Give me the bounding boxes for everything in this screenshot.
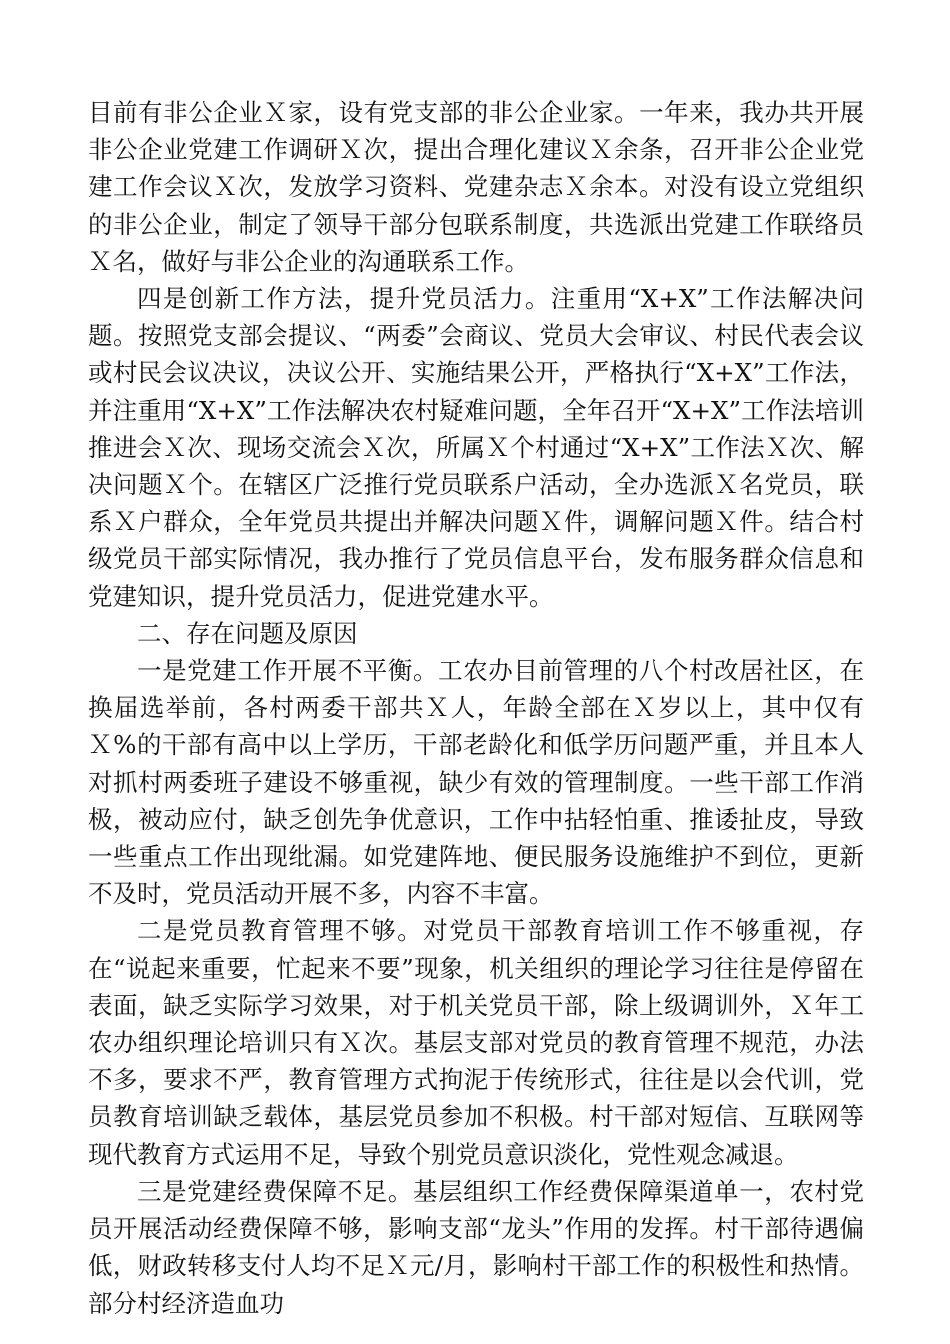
paragraph-5: 三是党建经费保障不足。基层组织工作经费保障渠道单一，农村党员开展活动经费保障不够，影响支部“龙头”作用的发挥。村干部待遇偏低，财政转移支付人均不足Ｘ元/月，影响村干部工作的积极性和热情。部分村经济造血功: [88, 1176, 864, 1318]
section-heading: 二、存在问题及原因: [137, 618, 358, 648]
paragraph-2: 四是创新工作方法，提升党员活力。注重用“X+X”工作法解决问题。按照党支部会提议、“两委”会商议、党员大会审议、村民代表会议或村民会议决议，决议公开、实施结果公开，严格执行“X+X”工作法，并注重用“X+X”工作法解决农村疑难问题，全年召开“X+X”工作法培训推进会Ｘ次、现场交流会Ｘ次，所属Ｘ个村通过“X+X”工作法Ｘ次、解决问题Ｘ个。在辖区广泛推行党员联系户活动，全办选派Ｘ名党员，联系Ｘ户群众，全年党员共提出并解决问题Ｘ件，调解问题Ｘ件。结合村级党员干部实际情况，我办推行了党员信息平台，发布服务群众信息和党建知识，提升党员活力，促进党建水平。: [88, 284, 864, 611]
paragraph-3: 一是党建工作开展不平衡。工农办目前管理的八个村改居社区，在换届选举前，各村两委干部共Ｘ人，年龄全部在Ｘ岁以上，其中仅有Ｘ%的干部有高中以上学历，干部老龄化和低学历问题严重，并且本人对抓村两委班子建设不够重视，缺少有效的管理制度。一些干部工作消极，被动应付，缺乏创先争优意识，工作中拈轻怕重、推诿扯皮，导致一些重点工作出现纰漏。如党建阵地、便民服务设施维护不到位，更新不及时，党员活动开展不多，内容不丰富。: [88, 656, 864, 909]
paragraph-1: 目前有非公企业Ｘ家，设有党支部的非公企业家。一年来，我办共开展非公企业党建工作调研Ｘ次，提出合理化建议Ｘ余条，召开非公企业党建工作会议Ｘ次，发放学习资料、党建杂志Ｘ余本。对没有设立党组织的非公企业，制定了领导干部分包联系制度，共选派出党建工作联络员Ｘ名，做好与非公企业的沟通联系工作。: [88, 98, 864, 276]
paragraph-4: 二是党员教育管理不够。对党员干部教育培训工作不够重视，存在“说起来重要，忙起来不要”现象，机关组织的理论学习往往是停留在表面，缺乏实际学习效果，对于机关党员干部，除上级调训外，Ｘ年工农办组织理论培训只有Ｘ次。基层支部对党员的教育管理不规范，办法不多，要求不严，教育管理方式拘泥于传统形式，往往是以会代训，党员教育培训缺乏载体，基层党员参加不积极。村干部对短信、互联网等现代教育方式运用不足，导致个别党员意识淡化，党性观念减退。: [88, 916, 864, 1169]
document-body: [88, 94, 864, 1322]
